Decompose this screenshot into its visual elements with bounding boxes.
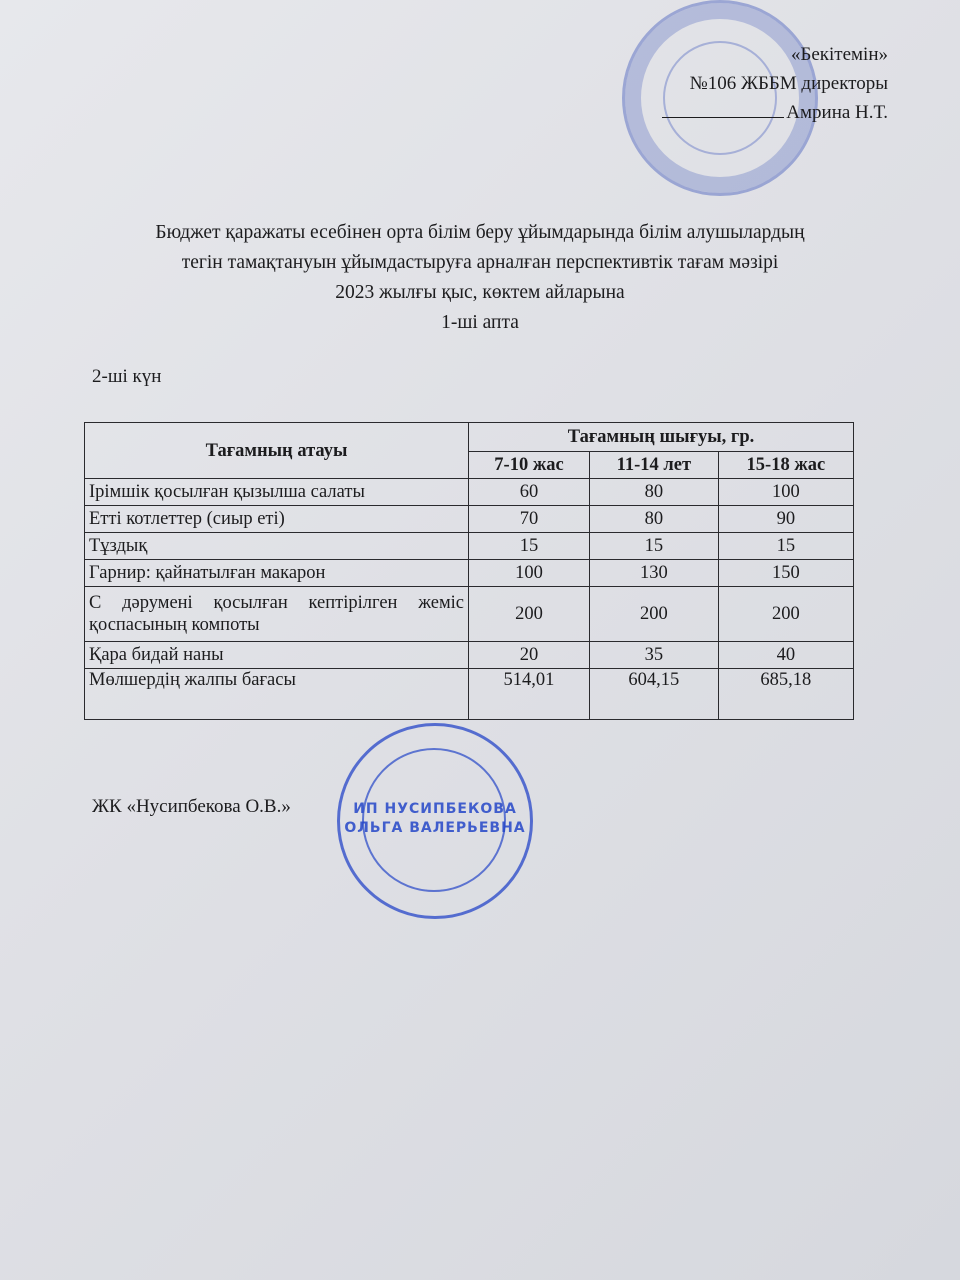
dish-value: 35 (589, 642, 718, 669)
dish-value: 90 (718, 506, 853, 533)
table-row (85, 506, 854, 533)
header-output: Тағамның шығуы, гр. (469, 423, 854, 452)
table-row (85, 560, 854, 587)
title-week: 1-ші апта (441, 312, 519, 333)
dish-value: 70 (469, 506, 590, 533)
dish-value: 200 (589, 587, 718, 642)
stamp-text-1: ИП НУСИПБЕКОВА (353, 801, 517, 817)
dish-value: 40 (718, 642, 853, 669)
dish-value: 15 (718, 533, 853, 560)
dish-value: 80 (589, 506, 718, 533)
menu-table (84, 422, 854, 720)
table-row (85, 479, 854, 506)
dish-name: С дәрумені қосылған кептірілген жеміс қоспасының компоты (85, 587, 469, 642)
dish-value: 200 (718, 587, 853, 642)
table-header-row (85, 423, 854, 452)
table-row (85, 533, 854, 560)
stamp-text-2: ОЛЬГА ВАЛЕРЬЕВНА (344, 820, 526, 836)
total-value: 604,15 (589, 669, 718, 720)
dish-value: 15 (589, 533, 718, 560)
table-row (85, 587, 854, 642)
total-value: 514,01 (469, 669, 590, 720)
header-dish-name: Тағамның атауы (85, 423, 469, 479)
total-value: 685,18 (718, 669, 853, 720)
document-title (60, 218, 900, 338)
dish-value: 80 (589, 479, 718, 506)
contractor-name: ЖК «Нусипбекова О.В.» (92, 796, 291, 817)
day-label: 2-ші күн (92, 366, 162, 387)
title-line-3: 2023 жылғы қыс, көктем айларына (335, 282, 625, 303)
dish-value: 20 (469, 642, 590, 669)
title-line-2: тегін тамақтануын ұйымдастыруға арналған перспективтік тағам мәзірі (181, 252, 779, 273)
header-age-3: 15-18 жас (718, 452, 853, 479)
contractor-stamp-icon (337, 723, 533, 919)
signature-line (662, 99, 784, 118)
dish-value: 150 (718, 560, 853, 587)
dish-value: 15 (469, 533, 590, 560)
dish-value: 200 (469, 587, 590, 642)
approval-signatory-name: Амрина Н.Т. (786, 102, 888, 123)
approval-position: №106 ЖББМ директоры (689, 73, 888, 94)
title-line-1: Бюджет қаражаты есебінен орта білім беру ұйымдарында білім алушылардың (155, 222, 805, 243)
dish-name: Гарнир: қайнатылған макарон (85, 560, 469, 587)
dish-value: 100 (718, 479, 853, 506)
dish-value: 60 (469, 479, 590, 506)
header-age-1: 7-10 жас (469, 452, 590, 479)
table-row (85, 642, 854, 669)
dish-name: Қара бидай наны (85, 642, 469, 669)
header-age-2: 11-14 лет (589, 452, 718, 479)
dish-name: Ірімшік қосылған қызылша салаты (85, 479, 469, 506)
total-label: Мөлшердің жалпы бағасы (85, 669, 469, 720)
dish-value: 130 (589, 560, 718, 587)
dish-name: Тұздық (85, 533, 469, 560)
approval-block (662, 40, 888, 127)
approval-signatory (662, 98, 888, 127)
table-total-row (85, 669, 854, 720)
approval-heading: «Бекітемін» (790, 44, 888, 65)
dish-value: 100 (469, 560, 590, 587)
dish-name: Етті котлеттер (сиыр еті) (85, 506, 469, 533)
